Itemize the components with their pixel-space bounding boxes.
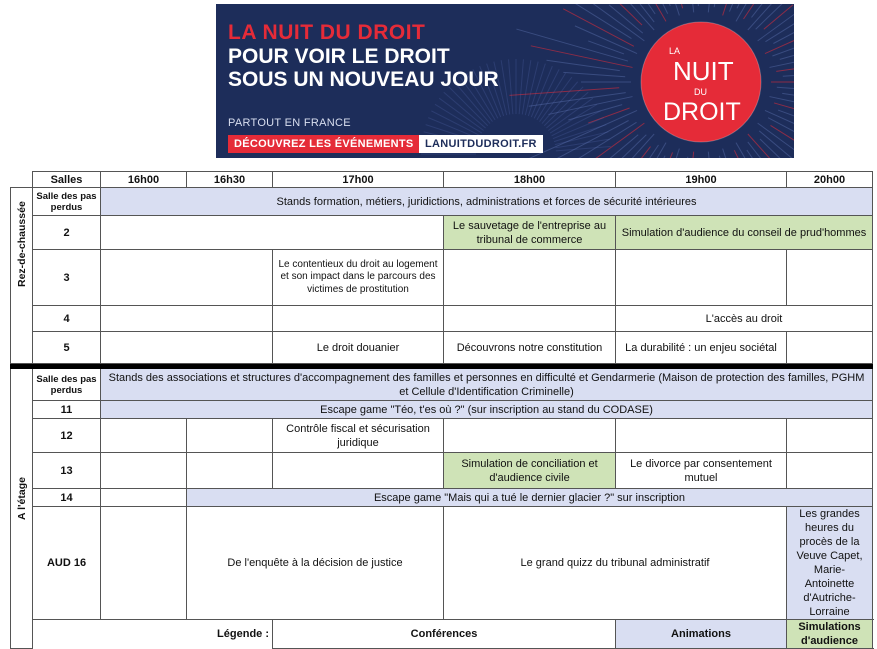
empty-cell	[616, 250, 787, 306]
event-durabilite: La durabilité : un enjeu sociétal	[616, 332, 787, 364]
room-11: 11	[33, 401, 101, 419]
website-link[interactable]: LANUITDUDROIT.FR	[419, 135, 543, 153]
empty-cell	[273, 306, 444, 332]
table-row	[11, 507, 873, 620]
event-constitution: Découvrons notre constitution	[444, 332, 616, 364]
header-16h00: 16h00	[101, 172, 187, 188]
room-pas-perdus-etage: Salle des pas perdus	[33, 369, 101, 401]
banner-ray	[655, 4, 683, 8]
event-droit-douanier: Le droit douanier	[273, 332, 444, 364]
svg-text:LA: LA	[669, 46, 680, 56]
room-2: 2	[33, 216, 101, 250]
room-pas-perdus-rdc: Salle des pas perdus	[33, 188, 101, 216]
event-contentieux: Le contentieux du droit au logement et son impact dans le parcours des victimes de prostitution	[273, 250, 444, 306]
legend-row	[11, 620, 873, 649]
banner-ray	[636, 152, 673, 158]
banner-ray	[529, 93, 626, 107]
empty-cell	[787, 419, 873, 453]
event-quizz: Le grand quizz du tribunal administratif	[444, 507, 787, 620]
header-16h30: 16h30	[187, 172, 273, 188]
banner-ray	[696, 4, 699, 6]
event-stands-formation: Stands formation, métiers, juridictions, administrations et forces de sécurité intérieures	[101, 188, 873, 216]
banner-ray	[575, 26, 637, 54]
banner-ray	[547, 60, 620, 70]
corner-cell	[11, 172, 33, 188]
header-salles: Salles	[33, 172, 101, 188]
legend-animations: Animations	[616, 620, 787, 649]
empty-cell	[444, 419, 616, 453]
empty-cell	[101, 453, 187, 489]
empty-cell	[787, 332, 873, 364]
floor-label-rdc: Rez-de-chaussée	[11, 188, 33, 364]
banner-ray	[765, 4, 794, 42]
event-escape-teo: Escape game "Téo, t'es où ?" (sur inscription au stand du CODASE)	[101, 401, 873, 419]
empty-cell	[616, 419, 787, 453]
event-sauvetage: Le sauvetage de l'entreprise au tribunal de commerce	[444, 216, 616, 250]
discover-events-button[interactable]: DÉCOUVREZ LES ÉVÉNEMENTS	[228, 135, 420, 153]
event-grandes-heures: Les grandes heures du procès de la Veuve Capet, Marie-Antoinette d'Autriche-Lorraine	[787, 507, 873, 620]
event-banner	[216, 4, 794, 158]
room-5: 5	[33, 332, 101, 364]
banner-ray	[568, 105, 622, 120]
empty-cell	[101, 489, 187, 507]
empty-cell	[33, 620, 101, 649]
event-escape-glacier: Escape game "Mais qui a tué le dernier glacier ?" sur inscription	[187, 489, 873, 507]
banner-ray	[588, 108, 629, 123]
banner-ray	[723, 149, 755, 158]
empty-cell	[101, 250, 273, 306]
banner-ray	[501, 60, 510, 114]
banner-headline	[228, 45, 499, 91]
schedule-table	[10, 171, 872, 579]
banner-ray	[531, 46, 633, 68]
banner-ray	[708, 152, 715, 158]
banner-headline-line1: POUR VOIR LE DROIT	[228, 45, 499, 68]
banner-ray	[519, 59, 523, 114]
banner-ray	[588, 41, 624, 54]
event-stands-associations: Stands des associations et structures d'accompagnement des familles et personnes en difficulté et Gendarmerie (Maison de protection des familles, PGHM et Cellule d'Identification Criminelle)	[101, 369, 873, 401]
header-row	[11, 172, 873, 188]
banner-ray	[782, 93, 794, 103]
banner-ray	[777, 87, 794, 91]
banner-ray	[687, 4, 694, 12]
empty-cell	[787, 250, 873, 306]
banner-ray	[563, 72, 625, 76]
empty-cell	[444, 306, 616, 332]
empty-cell	[101, 216, 444, 250]
event-conciliation: Simulation de conciliation et d'audience civile	[444, 453, 616, 489]
event-controle-fiscal: Contrôle fiscal et sécurisation juridique	[273, 419, 444, 453]
event-divorce: Le divorce par consentement mutuel	[616, 453, 787, 489]
banner-ray	[641, 4, 666, 21]
banner-tagline: PARTOUT EN FRANCE	[228, 117, 351, 129]
banner-ray	[765, 4, 794, 54]
header-20h00: 20h00	[787, 172, 873, 188]
nuit-du-droit-logo	[639, 20, 763, 144]
banner-ray	[680, 157, 688, 158]
event-acces-droit: L'accès au droit	[616, 306, 873, 332]
room-4: 4	[33, 306, 101, 332]
event-prudhommes: Simulation d'audience du conseil de prud'hommes	[616, 216, 873, 250]
room-14: 14	[33, 489, 101, 507]
svg-text:DU: DU	[694, 87, 707, 97]
table-row	[11, 401, 873, 419]
banner-headline-line2: SOUS UN NOUVEAU JOUR	[228, 68, 499, 91]
table-row	[11, 306, 873, 332]
table-row	[11, 489, 873, 507]
banner-ray	[736, 4, 761, 21]
table-row	[11, 332, 873, 364]
header-19h00: 19h00	[616, 172, 787, 188]
table-row	[11, 188, 873, 216]
event-enquete: De l'enquête à la décision de justice	[187, 507, 444, 620]
empty-cell	[101, 332, 273, 364]
banner-ray	[714, 4, 722, 7]
legend-label: Légende :	[101, 620, 273, 649]
empty-cell	[273, 453, 444, 489]
header-18h00: 18h00	[444, 172, 616, 188]
legend-simulations: Simulations d'audience	[787, 620, 873, 649]
header-17h00: 17h00	[273, 172, 444, 188]
empty-cell	[187, 453, 273, 489]
table-row	[11, 250, 873, 306]
table-row	[11, 419, 873, 453]
banner-brand: LA NUIT DU DROIT	[228, 21, 425, 45]
banner-ray	[563, 9, 634, 47]
room-13: 13	[33, 453, 101, 489]
floor-label-etage: A l'étage	[11, 369, 33, 649]
empty-cell	[444, 250, 616, 306]
svg-text:NUIT: NUIT	[673, 56, 734, 86]
room-aud16: AUD 16	[33, 507, 101, 620]
banner-ray	[778, 110, 794, 123]
banner-ray	[773, 4, 794, 44]
banner-ray	[653, 149, 680, 158]
empty-cell	[787, 453, 873, 489]
empty-cell	[187, 419, 273, 453]
banner-ray	[751, 4, 794, 17]
empty-cell	[101, 419, 187, 453]
table-row	[11, 369, 873, 401]
svg-text:DROIT: DROIT	[663, 98, 741, 126]
empty-cell	[101, 306, 273, 332]
banner-ray	[594, 4, 656, 14]
room-12: 12	[33, 419, 101, 453]
banner-ray	[743, 4, 778, 19]
empty-cell	[101, 507, 187, 620]
banner-ray	[509, 59, 513, 114]
banner-ray	[556, 147, 611, 151]
table-row	[11, 216, 873, 250]
room-3: 3	[33, 250, 101, 306]
legend-conferences: Conférences	[273, 620, 616, 649]
table-row	[11, 453, 873, 489]
